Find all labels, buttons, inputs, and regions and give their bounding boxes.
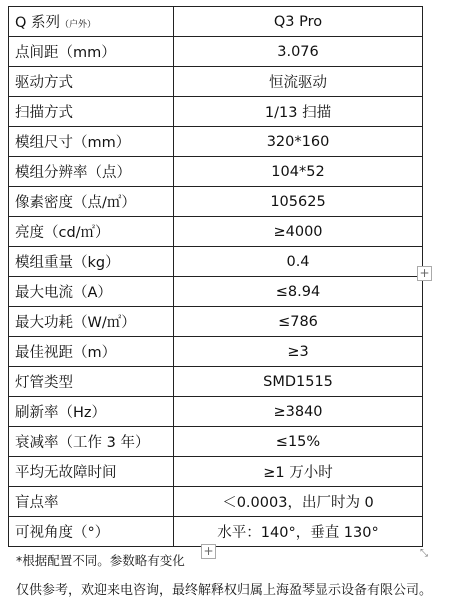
- series-label: Q 系列: [15, 15, 61, 31]
- table-row: [9, 97, 423, 127]
- table-row: [9, 397, 423, 427]
- spec-label: 灯管类型: [9, 367, 174, 397]
- footnote: *根据配置不同。参数略有变化: [16, 553, 185, 568]
- spec-label: 最大功耗（W/㎡）: [9, 307, 174, 337]
- table-resize-handle[interactable]: ⤡: [420, 548, 428, 559]
- model-name-cell: [174, 7, 423, 37]
- series-label-cell: [9, 7, 174, 37]
- table-header-row: [9, 7, 423, 37]
- table-row: [9, 217, 423, 247]
- spec-label: 盲点率: [9, 487, 174, 517]
- spec-value: ≥4000: [174, 217, 423, 247]
- spec-label: 最大电流（A）: [9, 277, 174, 307]
- model-name: Q3 Pro: [273, 13, 323, 30]
- spec-label: 驱动方式: [9, 67, 174, 97]
- spec-label: 模组分辨率（点）: [9, 157, 174, 187]
- spec-value: 104*52: [174, 157, 423, 187]
- spec-label: 刷新率（Hz）: [9, 397, 174, 427]
- spec-value: ≥3: [174, 337, 423, 367]
- table-row: [9, 487, 423, 517]
- spec-value: ≥3840: [174, 397, 423, 427]
- spec-table-body: [9, 7, 423, 547]
- table-row: [9, 277, 423, 307]
- spec-table: [8, 6, 423, 547]
- table-row: [9, 37, 423, 67]
- table-row: [9, 457, 423, 487]
- table-row: [9, 517, 423, 547]
- table-row: [9, 247, 423, 277]
- spec-label: 最佳视距（m）: [9, 337, 174, 367]
- spec-value: 1/13 扫描: [174, 97, 423, 127]
- add-row-handle[interactable]: +: [417, 266, 432, 281]
- spec-label: 模组重量（kg）: [9, 247, 174, 277]
- spec-value: 3.076: [174, 37, 423, 67]
- table-row: [9, 367, 423, 397]
- spec-value: ＜0.0003，出厂时为 0: [174, 487, 423, 517]
- spec-label: 点间距（mm）: [9, 37, 174, 67]
- spec-value: ≤15%: [174, 427, 423, 457]
- spec-value: 105625: [174, 187, 423, 217]
- table-row: [9, 157, 423, 187]
- table-row: [9, 337, 423, 367]
- table-row: [9, 67, 423, 97]
- add-column-handle[interactable]: +: [201, 544, 216, 559]
- spec-value: ≤786: [174, 307, 423, 337]
- spec-label: 模组尺寸（mm）: [9, 127, 174, 157]
- spec-label: 亮度（cd/㎡）: [9, 217, 174, 247]
- spec-value: SMD1515: [174, 367, 423, 397]
- disclaimer: 仅供参考，欢迎来电咨询，最终解释权归属上海盈琴显示设备有限公司。: [16, 583, 433, 598]
- spec-value: 320*160: [174, 127, 423, 157]
- spec-value: 水平：140°，垂直 130°: [174, 517, 423, 547]
- spec-label: 扫描方式: [9, 97, 174, 127]
- spec-value: ≤8.94: [174, 277, 423, 307]
- table-row: [9, 127, 423, 157]
- table-row: [9, 187, 423, 217]
- spec-label: 像素密度（点/㎡）: [9, 187, 174, 217]
- spec-label: 平均无故障时间: [9, 457, 174, 487]
- spec-label: 衰减率（工作 3 年）: [9, 427, 174, 457]
- series-sublabel: （户外）: [60, 20, 97, 30]
- table-row: [9, 427, 423, 457]
- spec-value: ≥1 万小时: [174, 457, 423, 487]
- table-row: [9, 307, 423, 337]
- spec-value: 恒流驱动: [174, 67, 423, 97]
- spec-value: 0.4: [174, 247, 423, 277]
- spec-label: 可视角度（°）: [9, 517, 174, 547]
